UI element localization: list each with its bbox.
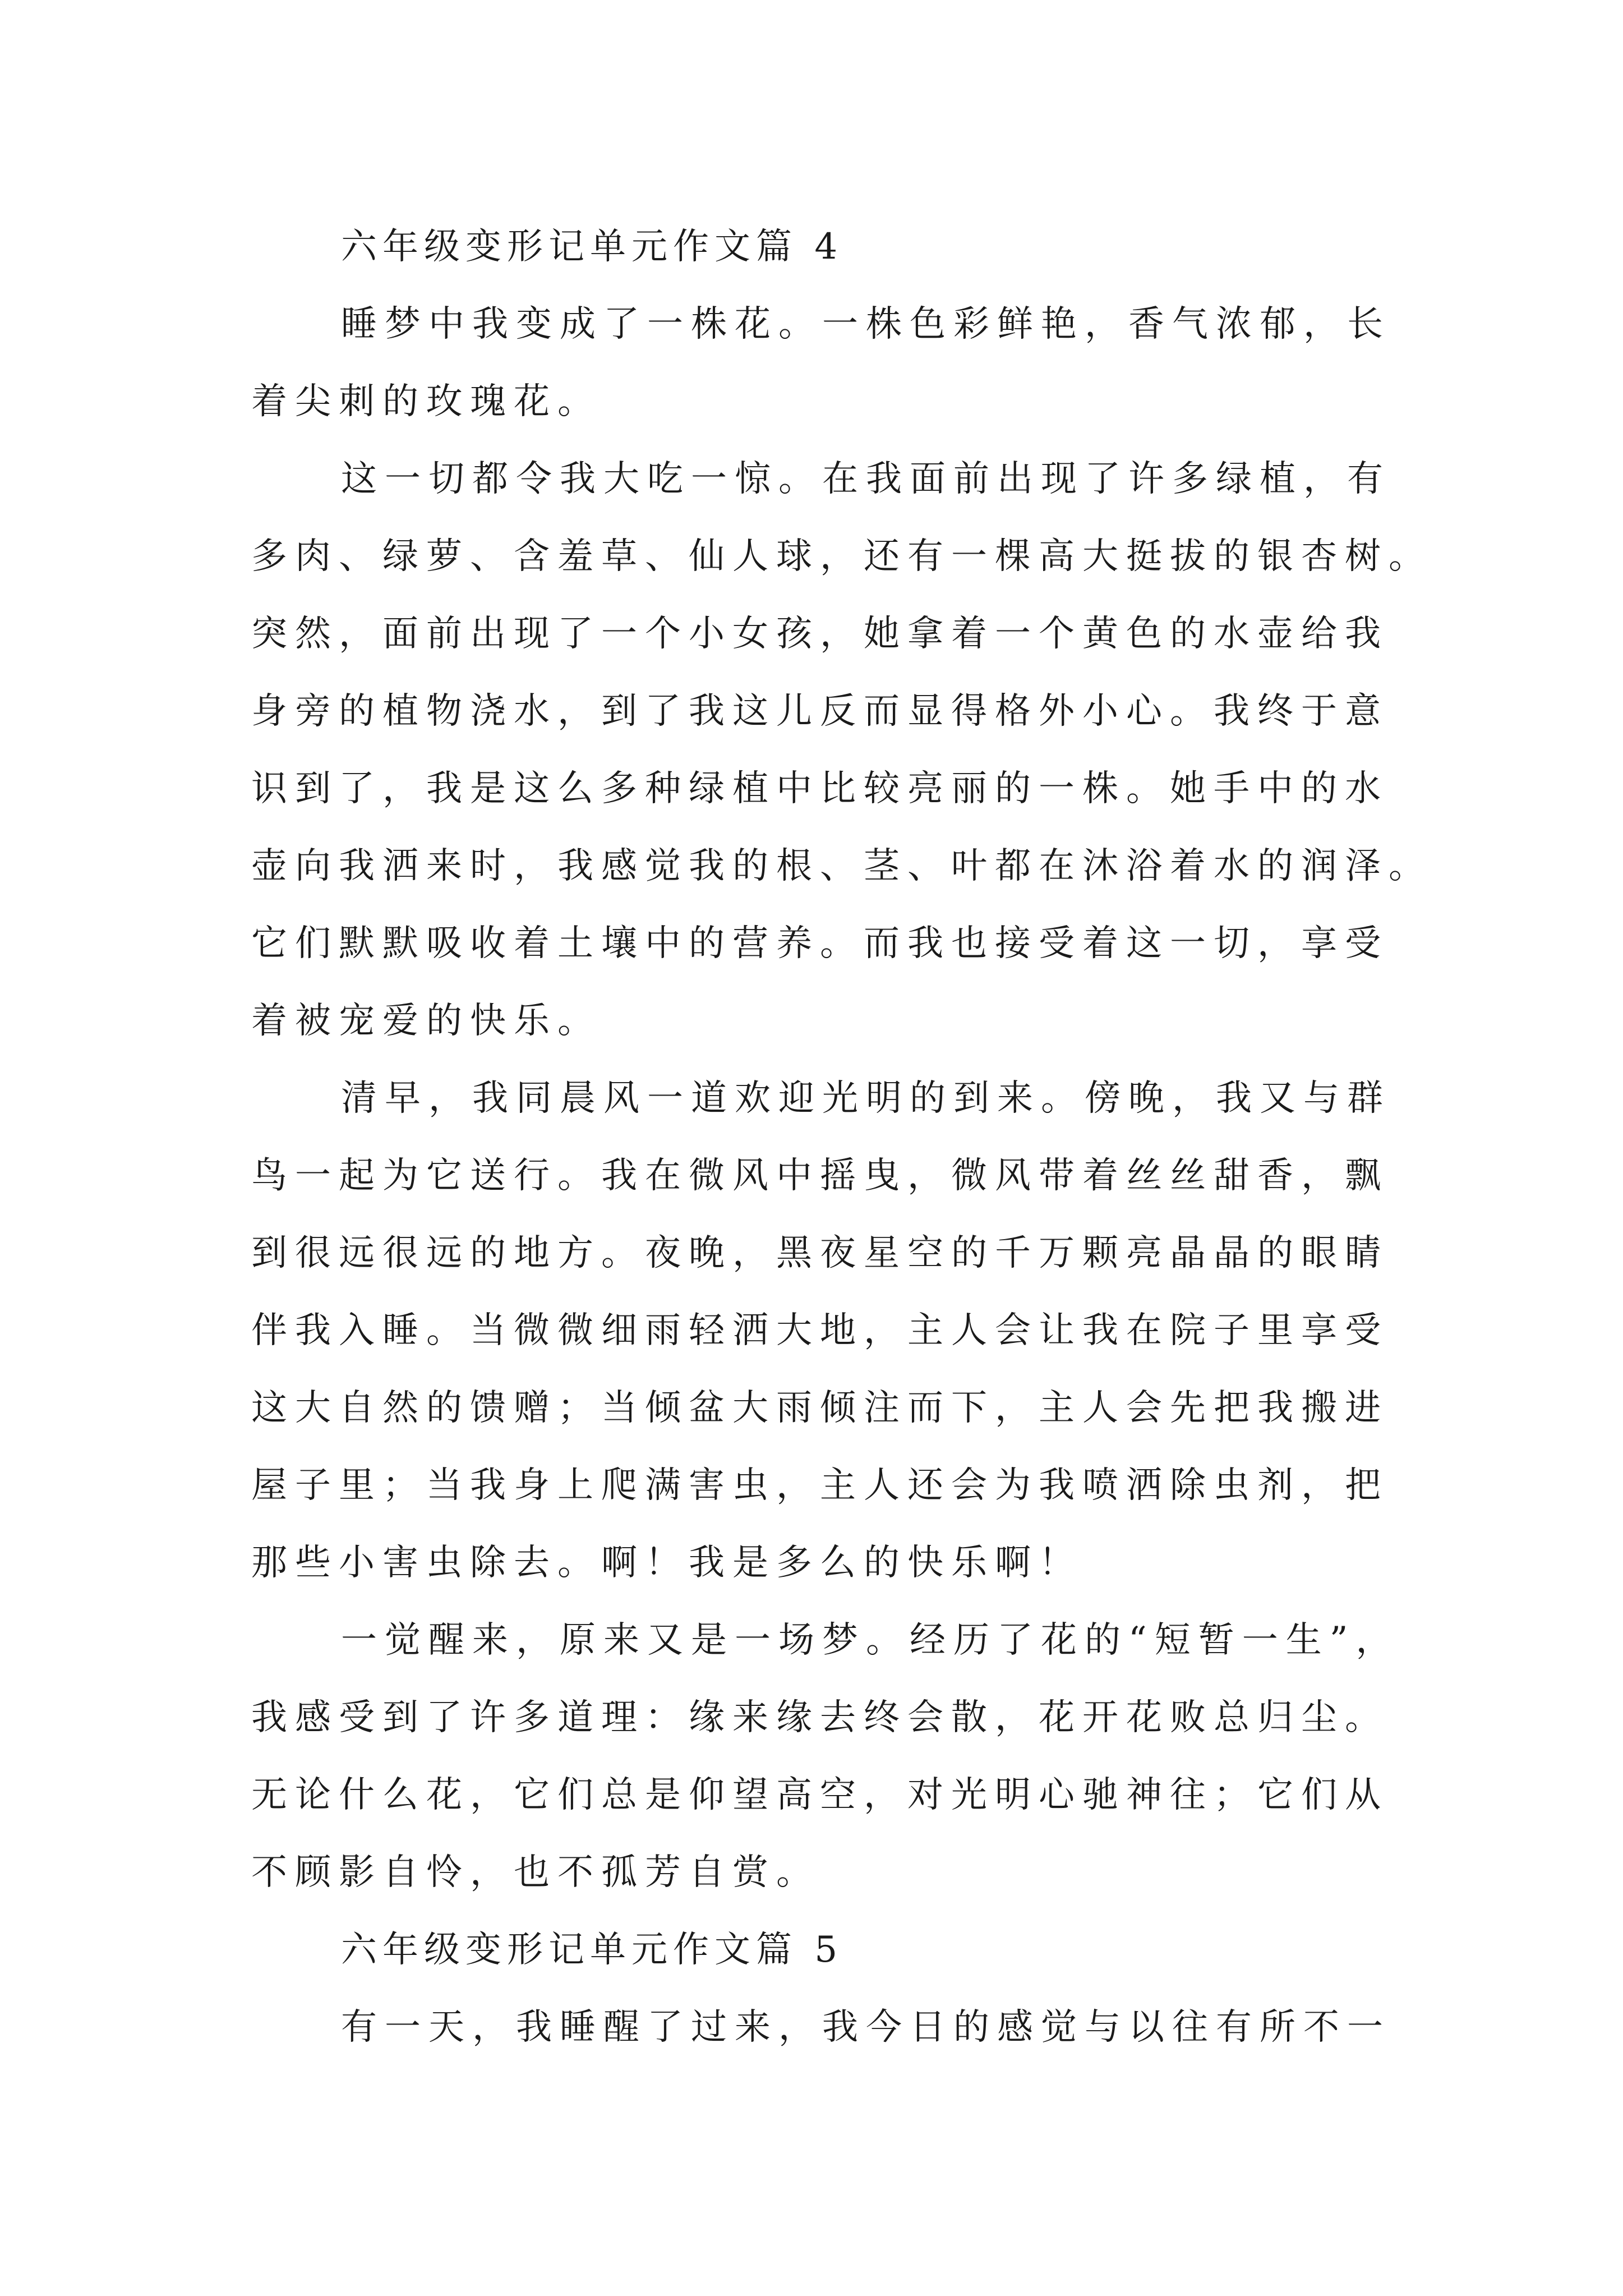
paragraph-3-line-3: 到很远很远的地方。夜晚，黑夜星空的千万颗亮晶晶的眼睛: [251, 1232, 1389, 1274]
paragraph-1-line-2: 着尖刺的玫瑰花。: [251, 381, 601, 422]
paragraph-4-line-4: 不顾影自怜，也不孤芳自赏。: [251, 1852, 820, 1893]
paragraph-2-line-6: 壶向我洒来时，我感觉我的根、茎、叶都在沐浴着水的润泽。: [251, 845, 1432, 887]
paragraph-3-line-4: 伴我入睡。当微微细雨轻洒大地，主人会让我在院子里享受: [251, 1310, 1389, 1351]
paragraph-2-line-5: 识到了，我是这么多种绿植中比较亮丽的一株。她手中的水: [251, 768, 1389, 809]
paragraph-3-line-5: 这大自然的馈赠；当倾盆大雨倾注而下，主人会先把我搬进: [251, 1387, 1389, 1429]
paragraph-2-line-1: 这一切都令我大吃一惊。在我面前出现了许多绿植，有: [341, 458, 1391, 500]
paragraph-2-line-8: 着被宠爱的快乐。: [251, 1000, 601, 1042]
paragraph-3-line-7: 那些小害虫除去。啊！我是多么的快乐啊！: [251, 1542, 1082, 1584]
paragraph-1-line-1: 睡梦中我变成了一株花。一株色彩鲜艳，香气浓郁，长: [341, 303, 1391, 345]
paragraph-2-line-3: 突然，面前出现了一个小女孩，她拿着一个黄色的水壶给我: [251, 613, 1389, 655]
paragraph-3-line-1: 清早，我同晨风一道欢迎光明的到来。傍晚，我又与群: [341, 1078, 1391, 1119]
paragraph-3-line-2: 鸟一起为它送行。我在微风中摇曳，微风带着丝丝甜香，飘: [251, 1155, 1389, 1197]
paragraph-3-line-6: 屋子里；当我身上爬满害虫，主人还会为我喷洒除虫剂，把: [251, 1465, 1389, 1506]
paragraph-2-line-2: 多肉、绿萝、含羞草、仙人球，还有一棵高大挺拔的银杏树。: [251, 536, 1432, 577]
paragraph-5-line-1: 有一天，我睡醒了过来，我今日的感觉与以往有所不一: [341, 2007, 1391, 2048]
paragraph-4-line-3: 无论什么花，它们总是仰望高空，对光明心驰神往；它们从: [251, 1774, 1389, 1816]
paragraph-4-line-2: 我感受到了许多道理：缘来缘去终会散，花开花败总归尘。: [251, 1697, 1389, 1738]
paragraph-2-line-4: 身旁的植物浇水，到了我这儿反而显得格外小心。我终于意: [251, 691, 1389, 732]
paragraph-4-line-1: 一觉醒来，原来又是一场梦。经历了花的“短暂一生”，: [341, 1619, 1400, 1661]
paragraph-2-line-7: 它们默默吸收着土壤中的营养。而我也接受着这一切，享受: [251, 923, 1389, 964]
section-heading-5: 六年级变形记单元作文篇 5: [341, 1929, 843, 1971]
section-heading-4: 六年级变形记单元作文篇 4: [341, 226, 843, 268]
